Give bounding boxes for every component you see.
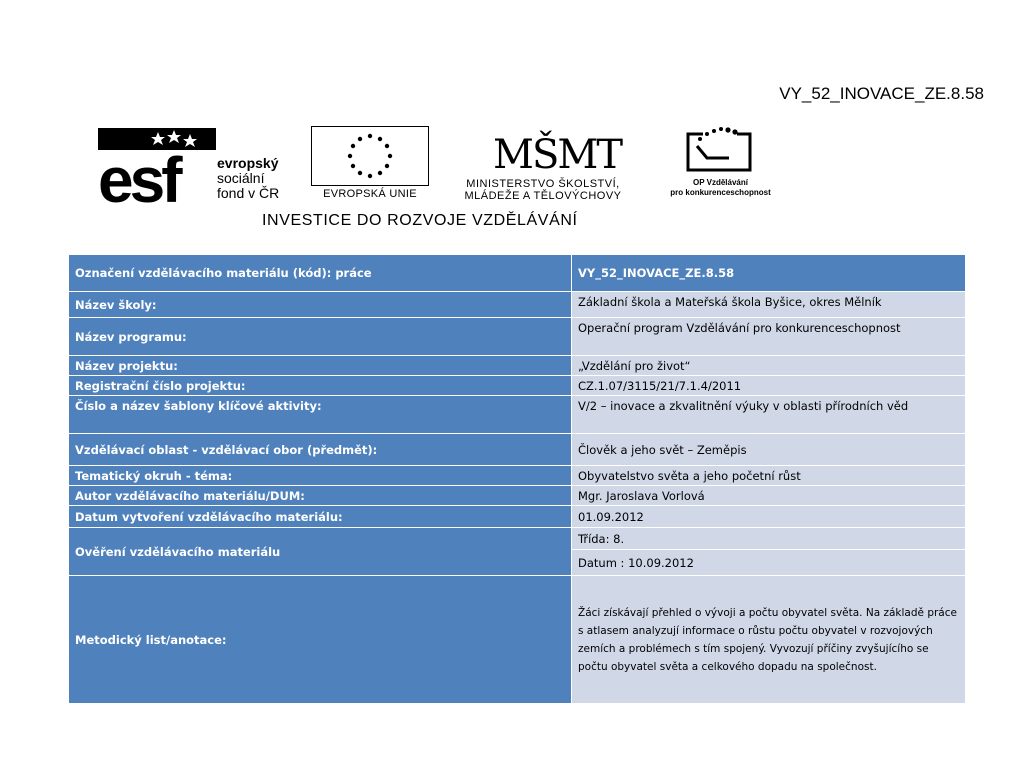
row-value: Třída: 8. <box>572 528 966 550</box>
table-row <box>69 486 966 506</box>
op-label <box>653 178 788 198</box>
msmt-line2: MLÁDEŽE A TĚLOVÝCHOVY <box>464 190 622 202</box>
table-row <box>69 376 966 396</box>
material-info-table <box>68 254 966 704</box>
row-label: Metodický list/anotace: <box>69 576 572 704</box>
row-value: Obyvatelstvo světa a jeho početní růst <box>572 466 966 486</box>
esf-line3: fond v ČR <box>217 185 280 201</box>
eu-logo <box>311 126 429 206</box>
row-value: CZ.1.07/3115/21/7.1.4/2011 <box>572 376 966 396</box>
table-row <box>69 434 966 466</box>
annotation-text: Žáci získávají přehled o vývoji a počtu obyvatel světa. Na základě práce s atlasem analyzují informace o růstu počtu obyvatel v rozvojových zemích a problémech s tím spojený. Vyvozují příčiny zvyšujícího se počtu obyvatel světa a celkového dopadu na společnost. <box>572 576 966 704</box>
esf-label <box>217 156 279 201</box>
row-label: Tematický okruh - téma: <box>69 466 572 486</box>
op-line1: OP Vzdělávání <box>693 178 748 187</box>
row-label: Název programu: <box>69 318 572 356</box>
row-value-secondary: Datum : 10.09.2012 <box>572 550 966 576</box>
row-label: Vzdělávací oblast - vzdělávací obor (předmět): <box>69 434 572 466</box>
table-row <box>69 576 966 704</box>
table-row <box>69 396 966 434</box>
document-code: VY_52_INOVACE_ZE.8.58 <box>779 84 984 103</box>
row-label: Označení vzdělávacího materiálu (kód): práce <box>69 255 572 292</box>
row-label: Datum vytvoření vzdělávacího materiálu: <box>69 506 572 528</box>
row-label: Název projektu: <box>69 356 572 376</box>
table-row <box>69 466 966 486</box>
table-row <box>69 292 966 318</box>
row-label: Autor vzdělávacího materiálu/DUM: <box>69 486 572 506</box>
table-row <box>69 506 966 528</box>
eu-label: EVROPSKÁ UNIE <box>323 188 417 200</box>
row-value: V/2 – inovace a zkvalitnění výuky v oblasti přírodních věd <box>572 396 966 434</box>
msmt-line1: MINISTERSTVO ŠKOLSTVÍ, <box>466 178 620 190</box>
row-label: Ověření vzdělávacího materiálu <box>69 528 572 576</box>
svg-text:esf: esf <box>98 144 179 204</box>
msmt-mark-icon <box>438 124 648 176</box>
row-value: Základní škola a Mateřská škola Byšice, okres Mělník <box>572 292 966 318</box>
row-value: Člověk a jeho svět – Zeměpis <box>572 434 966 466</box>
op-line2: pro konkurenceschopnost <box>670 188 771 197</box>
msmt-mark: MŠMT <box>493 132 621 176</box>
eu-stars-icon <box>312 127 428 185</box>
op-mark-icon <box>653 124 788 176</box>
table-row <box>69 318 966 356</box>
row-value: „Vzdělání pro život“ <box>572 356 966 376</box>
msmt-logo <box>438 124 648 204</box>
row-value: Operační program Vzdělávání pro konkurenceschopnost <box>572 318 966 356</box>
esf-mark-icon <box>98 128 216 204</box>
row-value: 01.09.2012 <box>572 506 966 528</box>
esf-line2: sociální <box>217 170 265 186</box>
msmt-label <box>438 178 648 202</box>
row-label: Registrační číslo projektu: <box>69 376 572 396</box>
esf-line1: evropský <box>217 155 279 171</box>
eu-flag-frame <box>311 126 429 186</box>
row-value: Mgr. Jaroslava Vorlová <box>572 486 966 506</box>
row-label: Číslo a název šablony klíčové aktivity: <box>69 396 572 434</box>
investment-tagline: INVESTICE DO ROZVOJE VZDĚLÁVÁNÍ <box>262 212 578 229</box>
table-row <box>69 255 966 292</box>
op-logo <box>653 124 788 204</box>
row-value: VY_52_INOVACE_ZE.8.58 <box>572 255 966 292</box>
table-row <box>69 356 966 376</box>
row-label: Název školy: <box>69 292 572 318</box>
esf-logo <box>98 128 303 204</box>
table-row <box>69 528 966 550</box>
